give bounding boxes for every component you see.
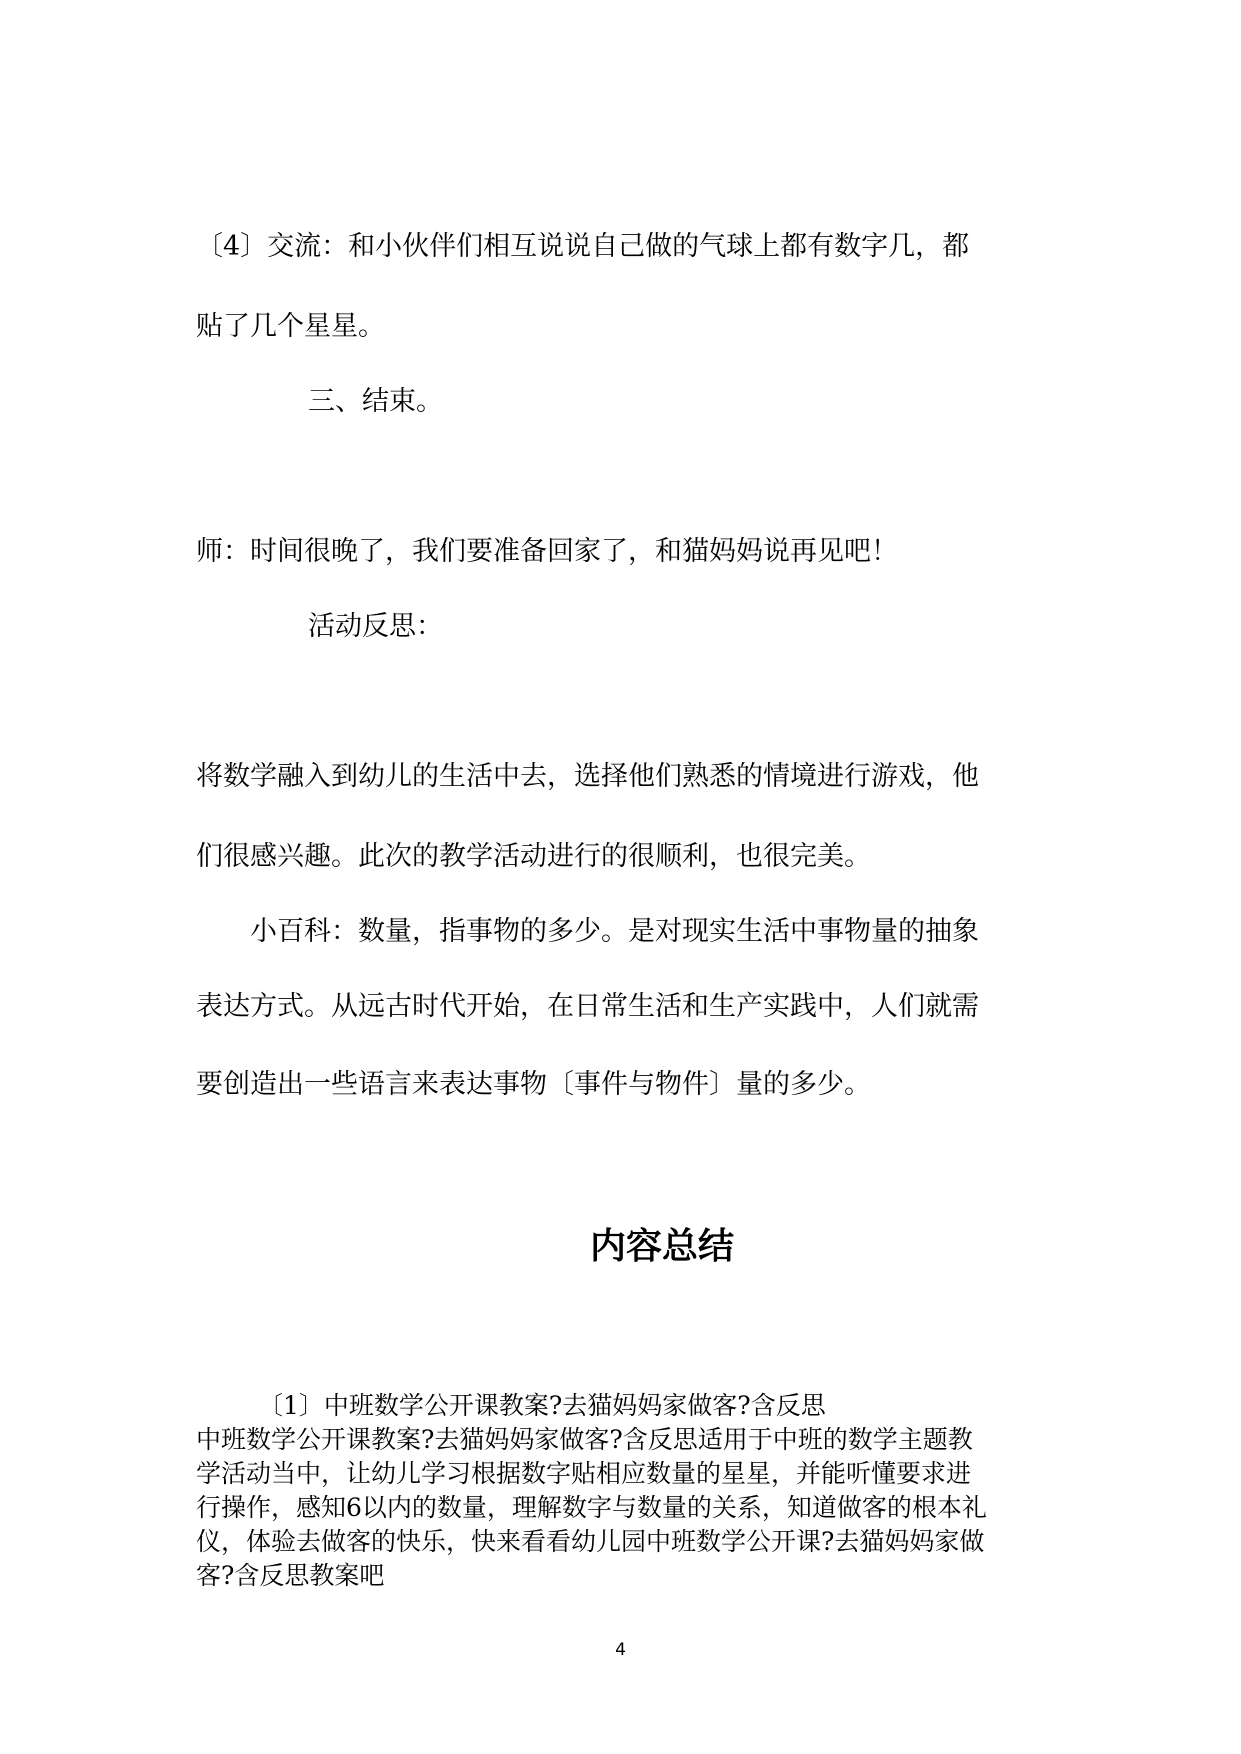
- body-line: 将数学融入到幼儿的生活中去，选择他们熟悉的情境进行游戏，他: [196, 761, 979, 792]
- summary-heading: 内容总结: [589, 1226, 734, 1267]
- section-heading-reflection: 活动反思：: [308, 611, 443, 642]
- summary-line: 客?含反思教案吧: [196, 1561, 385, 1590]
- body-line: 〔4〕交流：和小伙伴们相互说说自己做的气球上都有数字几，都: [196, 231, 970, 262]
- body-line: 表达方式。从远古时代开始，在日常生活和生产实践中，人们就需: [196, 991, 979, 1022]
- summary-line: 行操作，感知6以内的数量，理解数字与数量的关系，知道做客的根本礼: [196, 1493, 987, 1522]
- encyclopedia-line: 小百科：数量，指事物的多少。是对现实生活中事物量的抽象: [250, 916, 979, 947]
- page-number: 4: [615, 1640, 626, 1660]
- summary-line: 学活动当中，让幼儿学习根据数字贴相应数量的星星，并能听懂要求进: [196, 1459, 972, 1488]
- body-line: 贴了几个星星。: [196, 311, 385, 342]
- body-line: 师：时间很晚了，我们要准备回家了，和猫妈妈说再见吧！: [196, 536, 898, 567]
- body-line: 们很感兴趣。此次的教学活动进行的很顺利，也很完美。: [196, 841, 871, 872]
- body-line: 要创造出一些语言来表达事物〔事件与物件〕量的多少。: [196, 1069, 871, 1100]
- summary-line: 中班数学公开课教案?去猫妈妈家做客?含反思适用于中班的数学主题教: [196, 1425, 973, 1454]
- section-heading-end: 三、结束。: [308, 386, 443, 417]
- summary-line: 仪，体验去做客的快乐，快来看看幼儿园中班数学公开课?去猫妈妈家做: [196, 1527, 985, 1556]
- summary-line: 〔1〕中班数学公开课教案?去猫妈妈家做客?含反思: [258, 1391, 826, 1420]
